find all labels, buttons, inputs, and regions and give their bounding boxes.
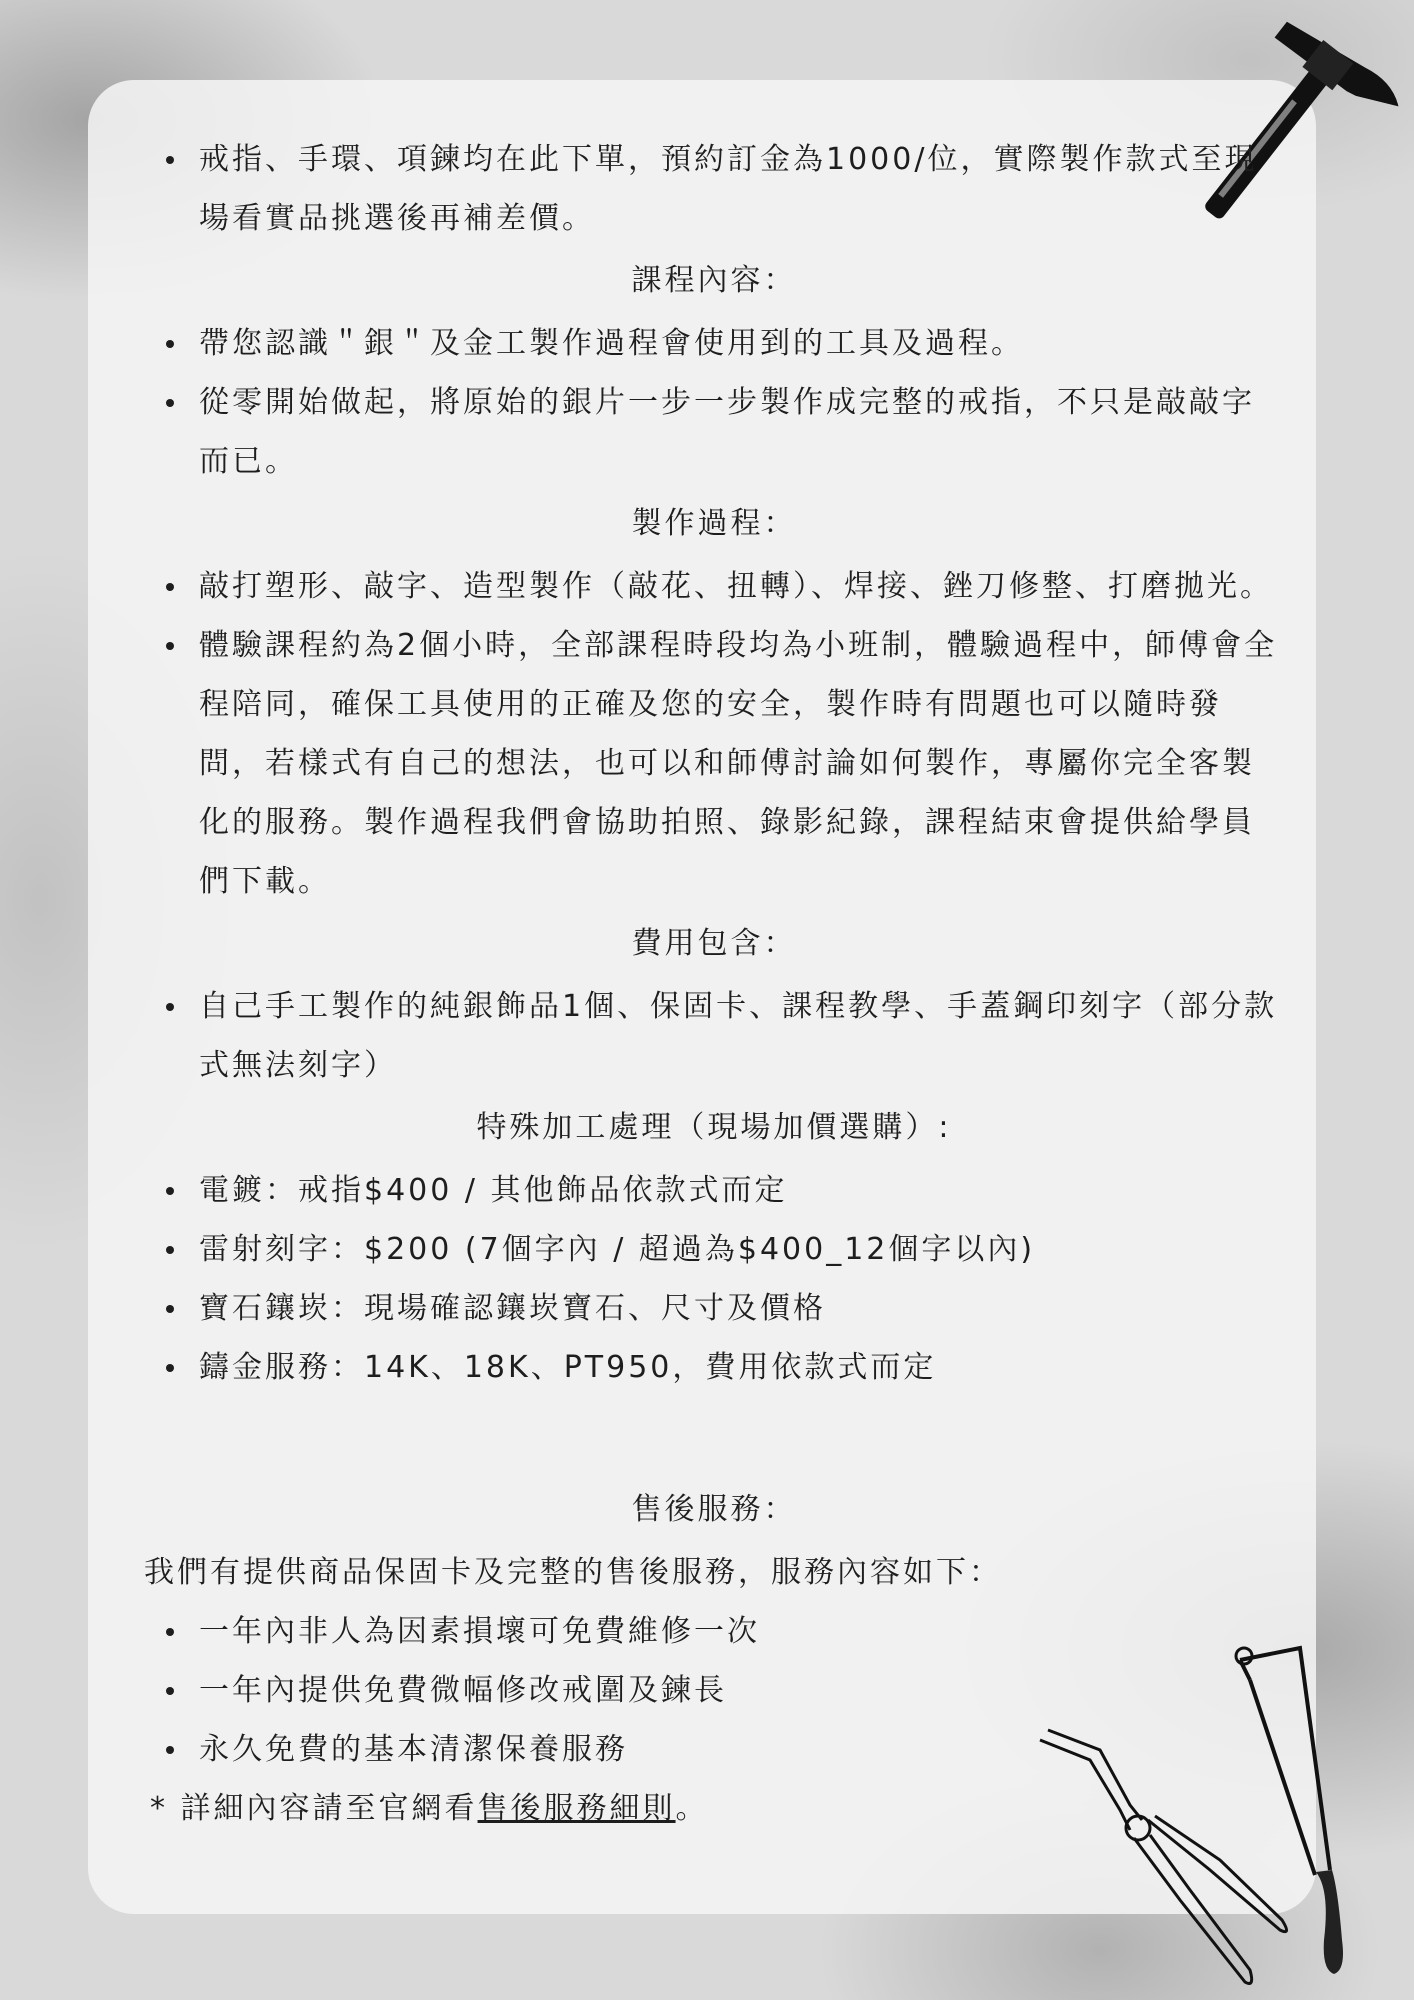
list-item: 體驗課程約為2個小時，全部課程時段均為小班制，體驗過程中，師傅會全程陪同，確保工具使用的正確及您的安全，製作時有問題也可以隨時發問，若樣式有自己的想法，也可以和師傅討論如何製作，專屬你完全客製化的服務。製作過程我們會協助拍照、錄影紀錄，課程結束會提供給學員們下載。 [144, 616, 1284, 911]
list-item: 永久免費的基本清潔保養服務 [144, 1720, 1284, 1779]
process-list [144, 557, 1284, 911]
process-heading: 製作過程： [631, 506, 797, 541]
list-item: 帶您認識＂銀＂及金工製作過程會使用到的工具及過程。 [144, 314, 1284, 373]
page-content [144, 130, 1284, 1838]
course-list [144, 314, 1284, 491]
list-item: 自己手工製作的純銀飾品1個、保固卡、課程教學、手蓋鋼印刻字（部分款式無法刻字） [144, 977, 1284, 1095]
fee-heading: 費用包含： [631, 926, 797, 961]
list-item: 從零開始做起，將原始的銀片一步一步製作成完整的戒指，不只是敲敲字而已。 [144, 373, 1284, 491]
list-item: 一年內非人為因素損壞可免費維修一次 [144, 1602, 1284, 1661]
list-item: 戒指、手環、項鍊均在此下單，預約訂金為1000/位，實際製作款式至現場看實品挑選後再補差價。 [144, 130, 1284, 248]
intro-list [144, 130, 1284, 248]
fee-list [144, 977, 1284, 1095]
aftersales-terms-link[interactable]: 售後服務細則 [477, 1791, 676, 1826]
aftersales-heading: 售後服務： [631, 1492, 797, 1527]
special-heading: 特殊加工處理（現場加價選購）: [476, 1110, 952, 1145]
list-item: 一年內提供免費微幅修改戒圍及鍊長 [144, 1661, 1284, 1720]
note-suffix: 。 [675, 1791, 709, 1826]
list-item: 電鍍：戒指$400 / 其他飾品依款式而定 [144, 1161, 1284, 1220]
course-heading: 課程內容： [631, 263, 797, 298]
aftersales-note [144, 1779, 1284, 1838]
note-prefix: * 詳細內容請至官網看 [150, 1791, 478, 1826]
list-item: 鑄金服務：14K、18K、PT950，費用依款式而定 [144, 1338, 1284, 1397]
aftersales-list [144, 1602, 1284, 1779]
aftersales-intro: 我們有提供商品保固卡及完整的售後服務，服務內容如下： [144, 1555, 1002, 1590]
list-item: 雷射刻字：$200 (7個字內 / 超過為$400_12個字以內) [144, 1220, 1284, 1279]
special-list [144, 1161, 1284, 1397]
list-item: 敲打塑形、敲字、造型製作（敲花、扭轉）、焊接、銼刀修整、打磨拋光。 [144, 557, 1284, 616]
list-item: 寶石鑲崁：現場確認鑲崁寶石、尺寸及價格 [144, 1279, 1284, 1338]
